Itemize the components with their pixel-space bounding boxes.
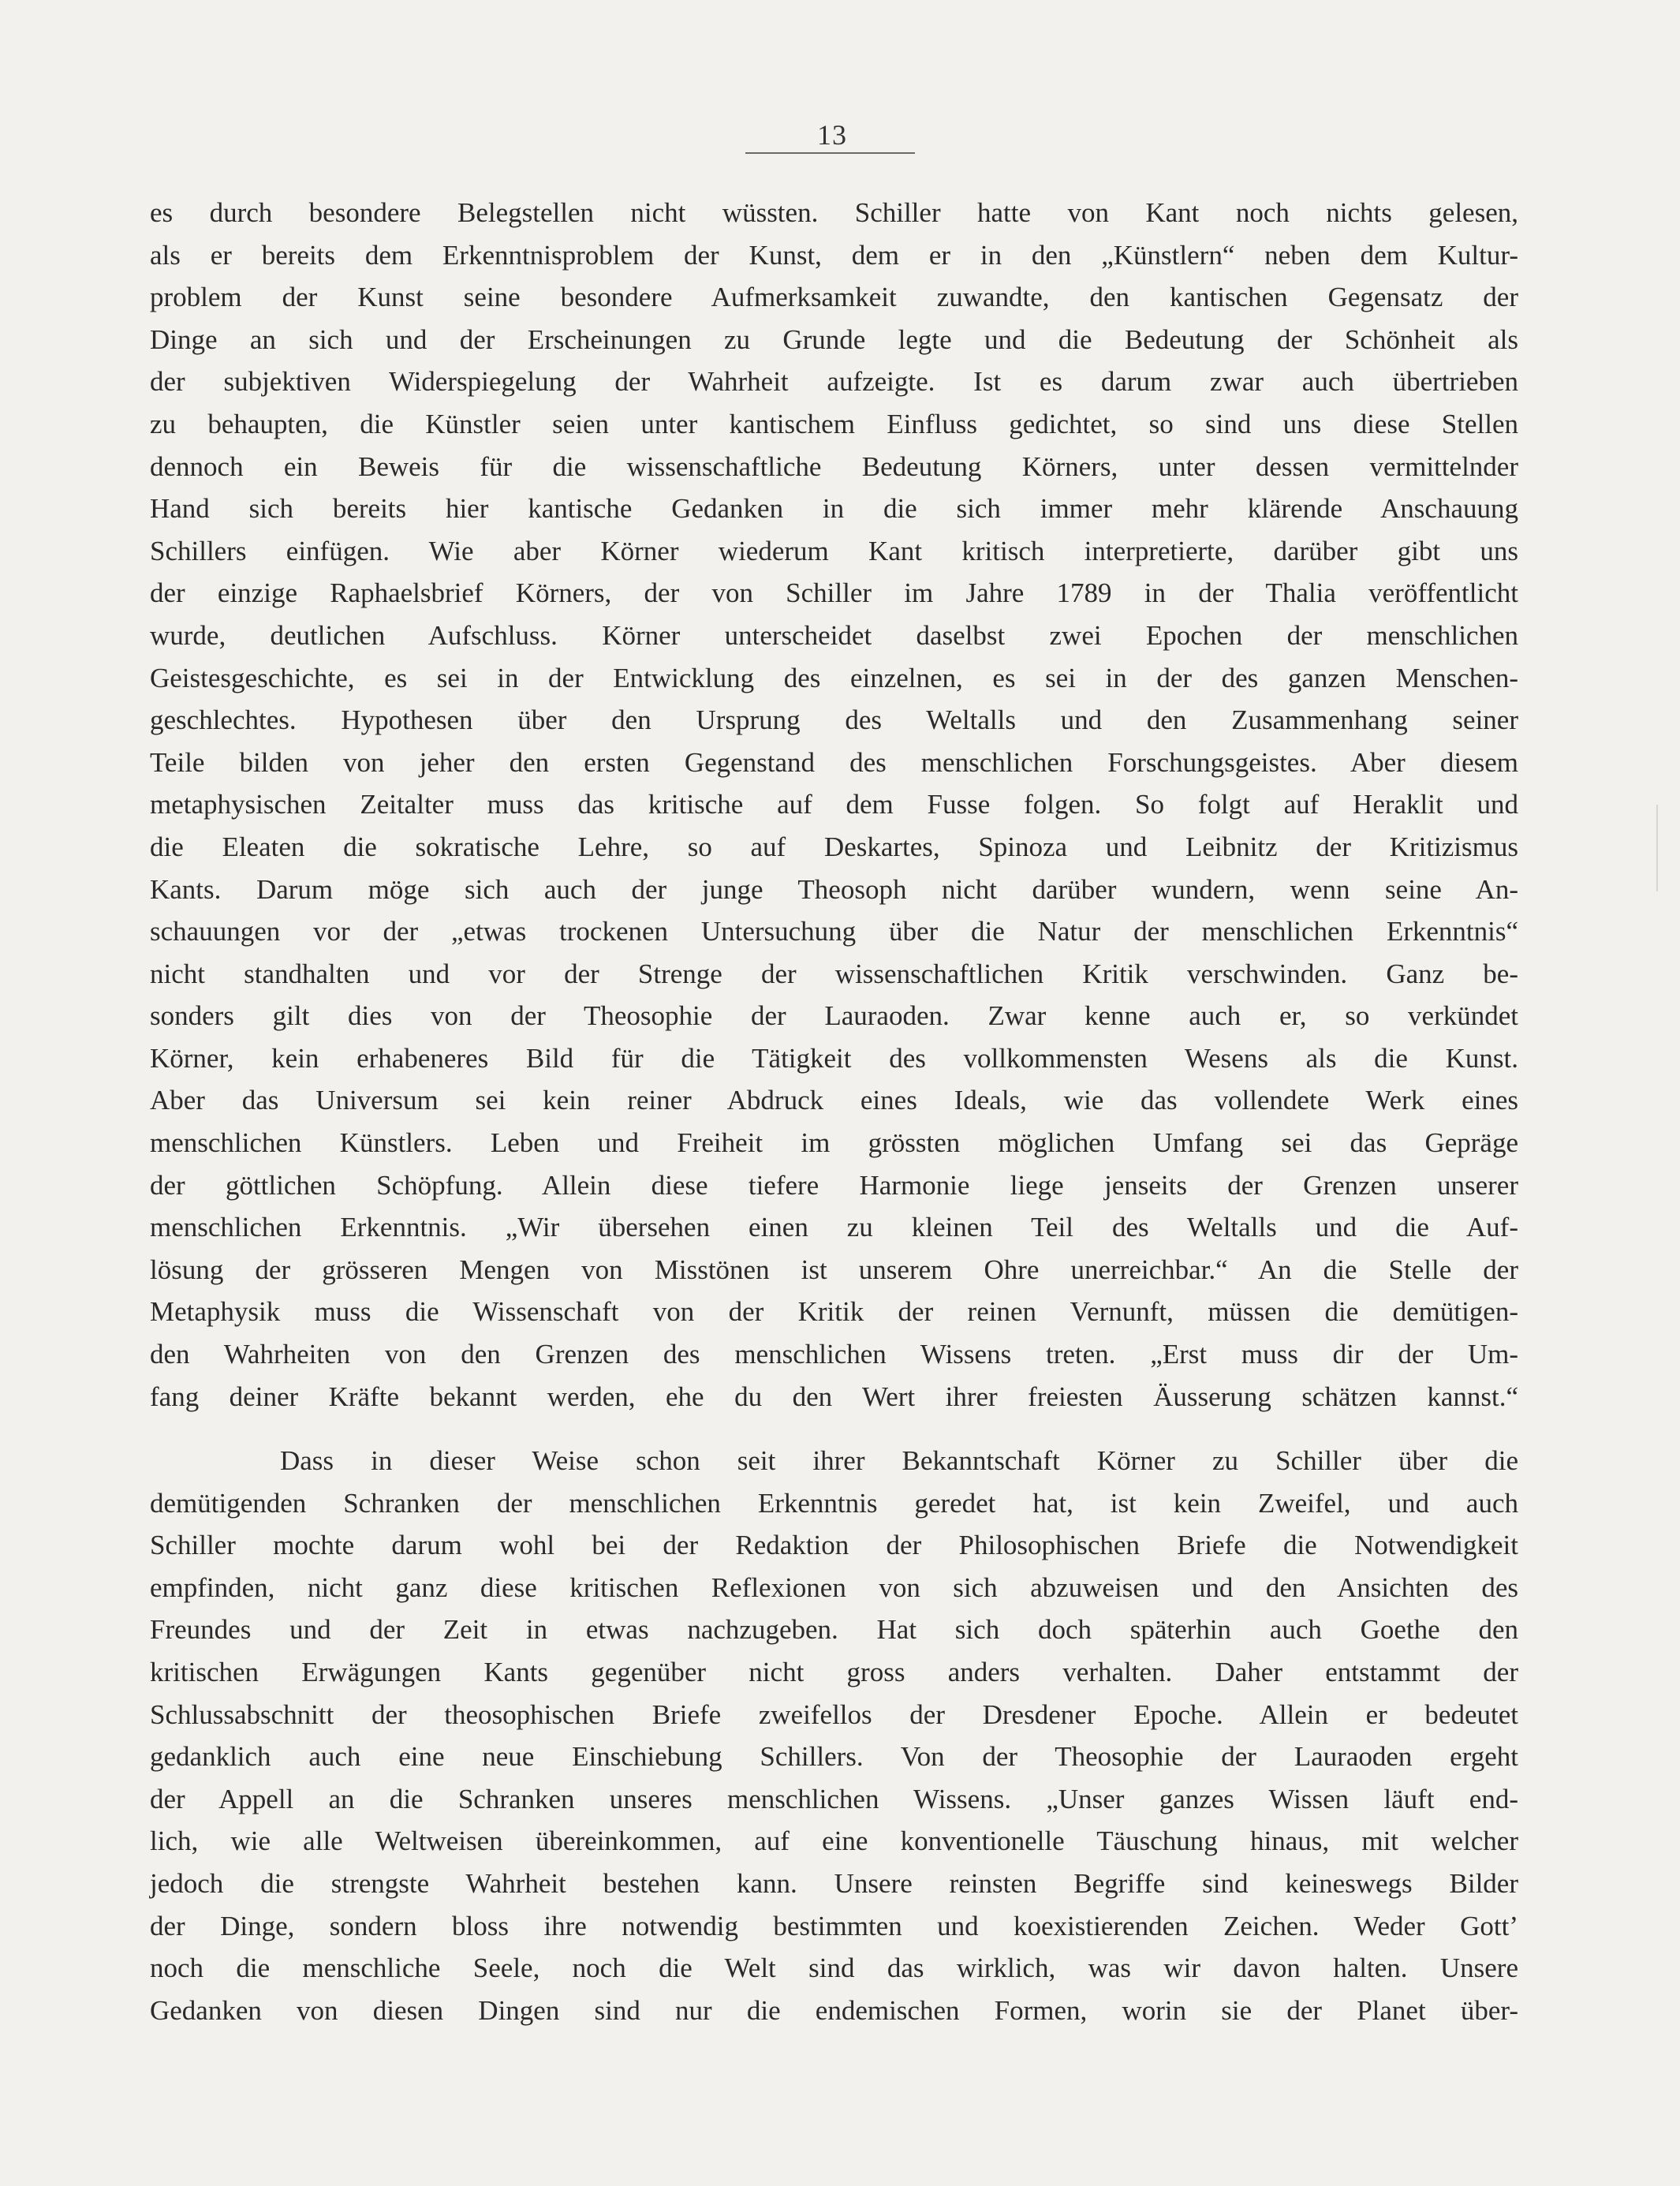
text-line: der Appell an die Schranken unseres menschlichen Wissens. „Unser ganzes Wissen läuft end- <box>150 1783 1518 1814</box>
text-line: dennoch ein Beweis für die wissenschaftliche Bedeutung Körners, unter dessen vermittelnder <box>150 450 1518 482</box>
text-line: Gedanken von diesen Dingen sind nur die endemischen Formen, worin sie der Planet über- <box>150 1994 1518 2026</box>
text-line: Kants. Darum möge sich auch der junge Theosoph nicht darüber wundern, wenn seine An- <box>150 873 1518 905</box>
text-line: Freundes und der Zeit in etwas nachzugeben. Hat sich doch späterhin auch Goethe den <box>150 1614 1518 1646</box>
text-line: wurde, deutlichen Aufschluss. Körner unterscheidet daselbst zwei Epochen der menschlichen <box>150 619 1518 651</box>
text-line: fang deiner Kräfte bekannt werden, ehe du den Wert ihrer freiesten Äusserung schätzen kannst.“ <box>150 1381 1518 1412</box>
text-line: Schiller mochte darum wohl bei der Redaktion der Philosophischen Briefe die Notwendigkeit <box>150 1530 1518 1561</box>
page-number: 13 <box>817 119 847 151</box>
text-line: Metaphysik muss die Wissenschaft von der Kritik der reinen Vernunft, müssen die demütigen- <box>150 1296 1518 1328</box>
text-line: die Eleaten die sokratische Lehre, so auf Deskartes, Spinoza und Leibnitz der Kritizismus <box>150 831 1518 862</box>
text-line: gedanklich auch eine neue Einschiebung Schillers. Von der Theosophie der Lauraoden ergeht <box>150 1741 1518 1773</box>
text-line: Aber das Universum sei kein reiner Abdruck eines Ideals, wie das vollendete Werk eines <box>150 1085 1518 1116</box>
text-line: problem der Kunst seine besondere Aufmerksamkeit zuwandte, den kantischen Gegensatz der <box>150 282 1518 313</box>
text-line: der subjektiven Widerspiegelung der Wahrheit aufzeigte. Ist es darum zwar auch übertrieben <box>150 366 1518 398</box>
text-line: Schillers einfügen. Wie aber Körner wiederum Kant kritisch interpretierte, darüber gibt uns <box>150 535 1518 566</box>
text-line: der Dinge, sondern bloss ihre notwendig bestimmten und koexistierenden Zeichen. Weder Gott’ <box>150 1910 1518 1941</box>
text-line: es durch besondere Belegstellen nicht wüssten. Schiller hatte von Kant noch nichts gelesen, <box>150 197 1518 228</box>
text-line: Hand sich bereits hier kantische Gedanken in die sich immer mehr klärende Anschauung <box>150 493 1518 525</box>
text-line: schauungen vor der „etwas trockenen Untersuchung über die Natur der menschlichen Erkenntnis“ <box>150 916 1518 947</box>
paragraph-1 <box>150 192 1518 1418</box>
text-line: der einzige Raphaelsbrief Körners, der von Schiller im Jahre 1789 in der Thalia veröffentlicht <box>150 577 1518 609</box>
text-line: Körner, kein erhabeneres Bild für die Tätigkeit des vollkommensten Wesens als die Kunst. <box>150 1042 1518 1074</box>
text-line: den Wahrheiten von den Grenzen des menschlichen Wissens treten. „Erst muss dir der Um- <box>150 1339 1518 1370</box>
header-rule <box>745 152 915 154</box>
text-line: Schlussabschnitt der theosophischen Briefe zweifellos der Dresdener Epoche. Allein er bedeutet <box>150 1698 1518 1730</box>
text-line: Teile bilden von jeher den ersten Gegenstand des menschlichen Forschungsgeistes. Aber diesem <box>150 746 1518 778</box>
text-line: geschlechtes. Hypothesen über den Ursprung des Weltalls und den Zusammenhang seiner <box>150 704 1518 736</box>
text-line: Geistesgeschichte, es sei in der Entwicklung des einzelnen, es sei in der des ganzen Menschen- <box>150 662 1518 693</box>
text-line: menschlichen Erkenntnis. „Wir übersehen einen zu kleinen Teil des Weltalls und die Auf- <box>150 1212 1518 1243</box>
text-line: lösung der grösseren Mengen von Misstönen ist unserem Ohre unerreichbar.“ An die Stelle der <box>150 1254 1518 1285</box>
text-line: zu behaupten, die Künstler seien unter kantischem Einfluss gedichtet, so sind uns diese Stellen <box>150 408 1518 439</box>
text-line: Dinge an sich und der Erscheinungen zu Grunde legte und die Bedeutung der Schönheit als <box>150 323 1518 355</box>
text-line: nicht standhalten und vor der Strenge der wissenschaftlichen Kritik verschwinden. Ganz be- <box>150 958 1518 989</box>
paragraph-2 <box>150 1440 1518 2031</box>
margin-mark <box>1656 805 1658 891</box>
text-line: metaphysischen Zeitalter muss das kritische auf dem Fusse folgen. So folgt auf Heraklit und <box>150 789 1518 820</box>
text-line: noch die menschliche Seele, noch die Welt sind das wirklich, was wir davon halten. Unsere <box>150 1952 1518 1984</box>
text-line: lich, wie alle Weltweisen übereinkommen, auf eine konventionelle Täuschung hinaus, mit welcher <box>150 1825 1518 1857</box>
text-line: menschlichen Künstlers. Leben und Freiheit im grössten möglichen Umfang sei das Gepräge <box>150 1127 1518 1159</box>
text-line: empfinden, nicht ganz diese kritischen Reflexionen von sich abzuweisen und den Ansichten des <box>150 1571 1518 1603</box>
text-line: Dass in dieser Weise schon seit ihrer Bekanntschaft Körner zu Schiller über die <box>280 1445 1518 1476</box>
text-line: als er bereits dem Erkenntnisproblem der Kunst, dem er in den „Künstlern“ neben dem Kultur- <box>150 239 1518 271</box>
text-line: jedoch die strengste Wahrheit bestehen kann. Unsere reinsten Begriffe sind keineswegs Bilder <box>150 1867 1518 1899</box>
text-line: kritischen Erwägungen Kants gegenüber nicht gross anders verhalten. Daher entstammt der <box>150 1656 1518 1687</box>
text-line: demütigenden Schranken der menschlichen Erkenntnis geredet hat, ist kein Zweifel, und auch <box>150 1487 1518 1519</box>
text-line: der göttlichen Schöpfung. Allein diese tiefere Harmonie liege jenseits der Grenzen unserer <box>150 1169 1518 1201</box>
text-line: sonders gilt dies von der Theosophie der Lauraoden. Zwar kenne auch er, so verkündet <box>150 1000 1518 1032</box>
